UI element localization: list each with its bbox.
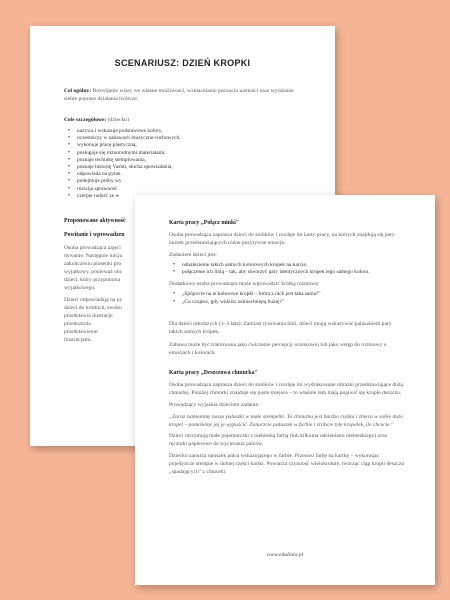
card1-section (169, 219, 405, 476)
text-line: dywanie. Następnie inicju (64, 253, 123, 259)
card1-extra: Dodatkowo osoba prowadząca może wprowadzić krótką rozmowę: (169, 281, 320, 288)
list-item: • rozwija sprawność (68, 186, 308, 193)
list-item: • poznaje technikę stemplowania, (68, 157, 308, 164)
text-line: dzieci, który przypomina (64, 277, 121, 283)
card2-title: Karta pracy „Deszczowa chmurka" (169, 369, 258, 376)
list-item: • odpowiada na pytan (68, 171, 308, 178)
list-item: • posługuje się różnorodnymi materiałami, (68, 150, 308, 157)
text-line: ilustracjami. (64, 337, 92, 343)
text-line: wyjątkowego. (64, 285, 96, 291)
card2-quote: „Zaraz zamienimy nasze paluszki w małe stempelki. Ta chmurka jest bardzo ciężka i zbiera w sobie dużo kropel – pomóżemy jej je wypuścić. Zanurzcie paluszek w farbie i zróbcie tyle kropelek, ile chcecie." (169, 413, 404, 428)
text-line: przedstawia ilustracje (64, 313, 113, 319)
specific-goals-label: Cele szczegółowe: (64, 117, 107, 123)
general-goal-text: Rozwijanie wiary we własne możliwości, wzmacnianie poczucia wartości oraz wyrażanie siebie poprzez działania twórcze. (64, 88, 294, 102)
card2-intro: Osoba prowadząca zaprasza dzieci do stolików i rozdaje im wydrukowane obrazki przedstawiające dużą chmurkę. Poniżej chmurki znajduje się puste miejsce – to właśnie tam mają pojawić się krople deszczu. (169, 381, 403, 396)
list-item: • „Co czujesz, gdy widzisz uśmiechniętą buzię?" (173, 299, 405, 306)
specific-goals-sub: (dziecko) (107, 117, 129, 123)
text-line: zakończeniu piosenki pro (64, 261, 122, 267)
younger-children-note: Dla dzieci młodszych (1–3 lata): Zamiast rysowania linii, dzieci mogą wskazywać paluszkiem pary takich samych kropek. (169, 320, 392, 335)
general-goal (64, 87, 304, 103)
footer-url: www.edulinia.pl (266, 552, 304, 558)
list-item: • wykonuje pracę plastyczną, (68, 142, 308, 149)
list-item: • czerpie radość ze w (68, 193, 308, 200)
text-line: dzieci do krótkich, swobo (64, 305, 122, 311)
list-item: • „Spójrzcie na te kolorowe kropki – która z nich jest taka sama?" (173, 291, 405, 298)
activities-heading: Proponowane aktywność (64, 218, 126, 224)
card1-task-label: Zadaniem dzieci jest: (169, 252, 217, 258)
list-item: • odnalezienie takich samych kolorowych kropek na karcie, (173, 262, 405, 269)
text-line: przedstawienie (64, 329, 98, 335)
card1-intro: Osoba prowadząca zaprasza dzieci do stolików i rozdaje im karty pracy, na których znajdują się pary buziek przedstawiających różne pozytywne emocje. (169, 232, 395, 246)
card1-note: Zabawa może być traktowana jako ćwiczenie percepcji wzrokowej lub jako wstęp do rozmowy o emocjach i kolorach. (169, 341, 387, 356)
card2-materials: Dzieci otrzymują małe pojemniczki z niebieską farbą (lub kilkoma odcieniami niebieskiego) oraz ręczniki papierowe do wycierania palców. (169, 432, 388, 447)
scenario-title: SCENARIUSZ: DZIEŃ KROPKI (114, 58, 251, 68)
text-line: Osoba prowadząca zajęci (64, 245, 121, 251)
text-line: Dzieci odpowiadają na py (64, 297, 123, 303)
card1-task-list (173, 262, 405, 276)
list-item: • podejmuje próby wy (68, 178, 308, 185)
general-goal-label: Cel ogólny: (64, 88, 92, 94)
intro-heading: Powitanie i wprowadzen (64, 232, 125, 238)
card2-explain: Prowadzący wyjaśnia dzieciom zadanie: (169, 401, 260, 408)
page-worksheets-front (135, 195, 435, 585)
text-line: wyjątkowy, ponieważ obc (64, 269, 123, 275)
card2-steps: Dziecko zanurza opuszek palca wskazującego w farbie. Przenosi farbę na kartkę – wykonując pojedyncze stemple w dolnej części kartki. Powtarza czynność wielokrotnie, tworząc ciąg kropli deszczu „spadających" z chmurki. (169, 452, 405, 475)
list-item: • uczestniczy w zabawach muzyczno-ruchowych, (68, 135, 308, 142)
list-item: • połączenie ich linią – tak, aby stworzyć pary identycznych kropek tego samego koloru. (173, 269, 405, 276)
list-item: • poznaje historię Vashti, słucha opowiadania, (68, 164, 308, 171)
text-line: przedszkola (64, 321, 91, 327)
card1-question-list (173, 291, 405, 305)
specific-goals-heading (64, 116, 304, 124)
list-item: • nazywa i wskazuje podstawowe kolory, (68, 128, 308, 135)
specific-goals-list (68, 128, 308, 200)
card1-title: Karta pracy „Połącz minki" (169, 220, 240, 226)
